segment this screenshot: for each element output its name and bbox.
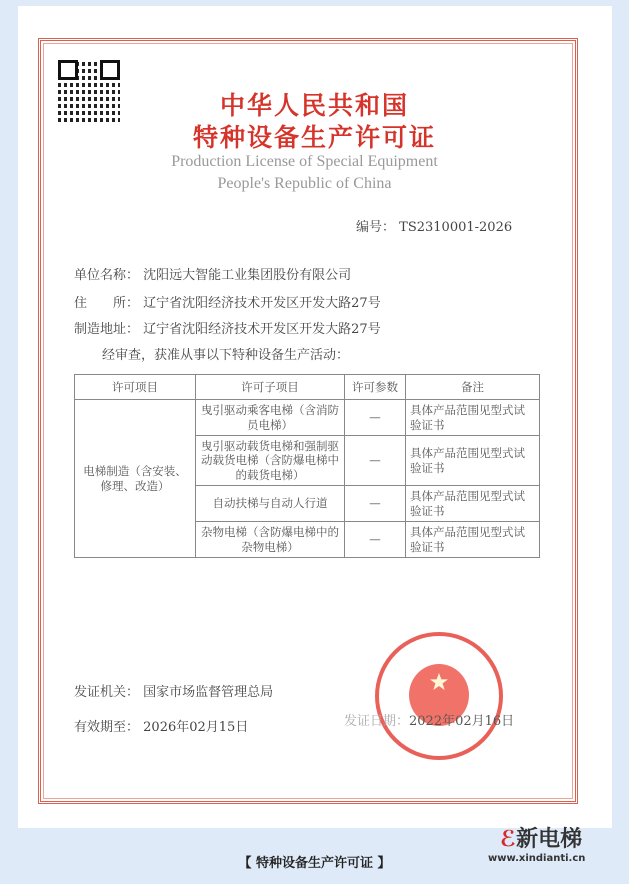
note: 具体产品范围见型式试验证书 bbox=[406, 436, 540, 486]
address: 辽宁省沈阳经济技术开发区开发大路27号 bbox=[143, 296, 381, 311]
issue-date: 2022年02月16日 bbox=[409, 714, 515, 729]
param: — bbox=[345, 436, 406, 486]
logo-name: 新电梯 bbox=[516, 827, 583, 852]
sub-item: 曳引驱动载货电梯和强制驱动载货电梯（含防爆电梯中的载货电梯） bbox=[196, 436, 345, 486]
col-header: 许可参数 bbox=[345, 375, 406, 400]
license-number: TS2310001-2026 bbox=[399, 220, 513, 235]
issuer: 国家市场监督管理总局 bbox=[143, 685, 274, 700]
note: 具体产品范围见型式试验证书 bbox=[406, 522, 540, 558]
note: 具体产品范围见型式试验证书 bbox=[406, 486, 540, 522]
note: 具体产品范围见型式试验证书 bbox=[406, 400, 540, 436]
mfg-address: 辽宁省沈阳经济技术开发区开发大路27号 bbox=[143, 322, 381, 337]
sub-item: 曳引驱动乘客电梯（含消防员电梯） bbox=[196, 400, 345, 436]
param: — bbox=[345, 522, 406, 558]
number-label: 编号： bbox=[356, 220, 396, 235]
title-en-2: People's Republic of China bbox=[217, 175, 392, 192]
param: — bbox=[345, 400, 406, 436]
valid-until: 2026年02月15日 bbox=[143, 720, 249, 735]
mfg-label: 制造地址： bbox=[74, 322, 140, 337]
image-caption: 【 特种设备生产许可证 】 bbox=[238, 856, 391, 871]
col-header: 许可子项目 bbox=[196, 375, 345, 400]
sub-item: 自动扶梯与自动人行道 bbox=[196, 486, 345, 522]
table-row bbox=[75, 400, 540, 436]
logo-mark-icon: ℰ bbox=[500, 827, 517, 852]
unit-name: 沈阳远大智能工业集团股份有限公司 bbox=[143, 268, 352, 283]
intro-text: 经审查，获准从事以下特种设备生产活动： bbox=[102, 348, 350, 363]
official-seal bbox=[375, 632, 503, 760]
table-header bbox=[75, 375, 540, 400]
license-table bbox=[74, 374, 540, 558]
logo-url: www.xindianti.cn bbox=[488, 853, 586, 864]
address-label: 住 所： bbox=[74, 296, 140, 311]
col-header: 许可项目 bbox=[75, 375, 196, 400]
param: — bbox=[345, 486, 406, 522]
col-header: 备注 bbox=[406, 375, 540, 400]
valid-label: 有效期至： bbox=[74, 720, 140, 735]
category-cell: 电梯制造（含安装、修理、改造） bbox=[75, 400, 196, 558]
title-en-1: Production License of Special Equipment bbox=[171, 153, 438, 170]
issuer-label: 发证机关： bbox=[74, 685, 140, 700]
issue-label: 发证日期： bbox=[344, 714, 410, 729]
star-icon bbox=[429, 672, 449, 692]
title-cn-1: 中华人民共和国 bbox=[219, 91, 409, 120]
title-cn-2: 特种设备生产许可证 bbox=[192, 123, 436, 152]
sub-item: 杂物电梯（含防爆电梯中的杂物电梯） bbox=[196, 522, 345, 558]
unit-label: 单位名称： bbox=[74, 268, 140, 283]
